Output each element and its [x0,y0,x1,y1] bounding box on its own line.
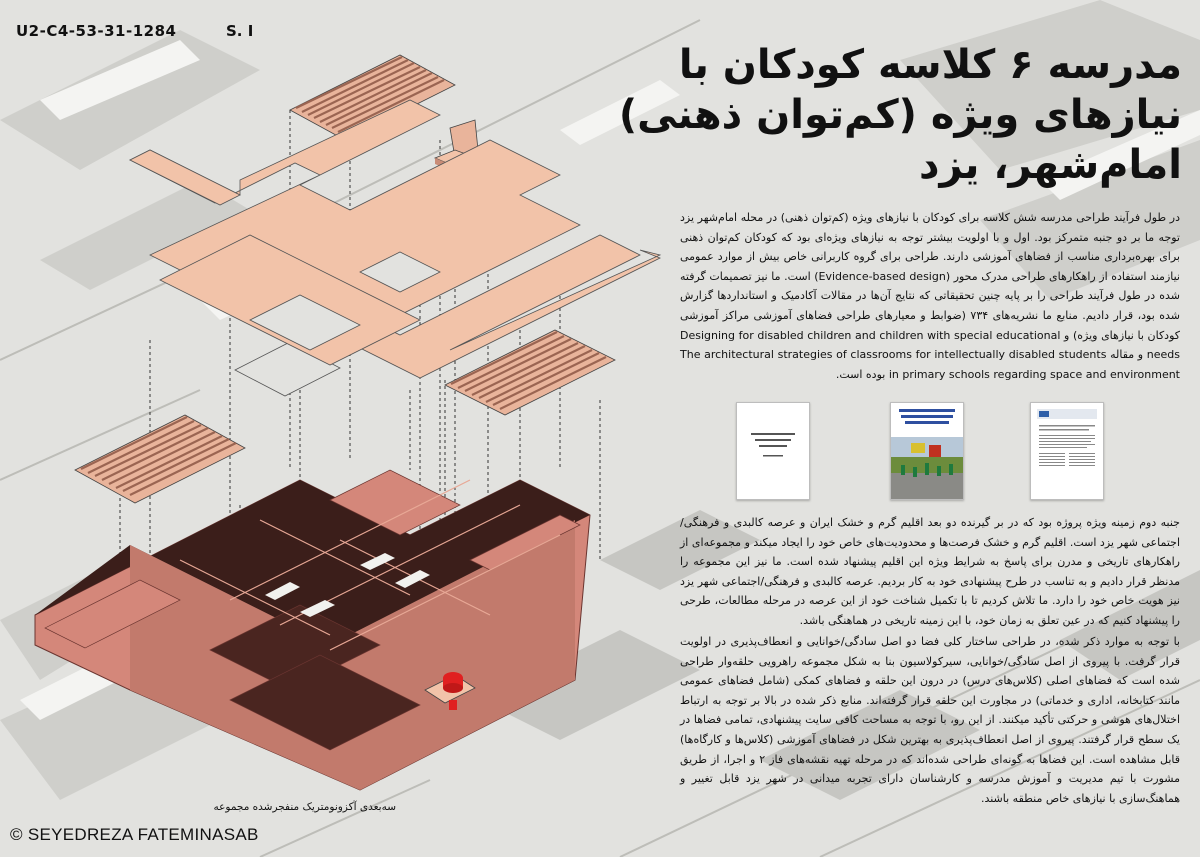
intro-paragraph: در طول فرآیند طراحی مدرسه شش کلاسه برای کودکان با نیازهای ویژه (کم‌توان ذهنی) در محله امام‌شهر یزد توجه ما بر دو جنبه متمرکز بود. اول و با اولویت بیشتر توجه به نیازهای ویژه‌ای بود که کودکان کم‌توان ذهنی برای بهره‌برداری مناسب از فضاهای آموزشی دارند. طراحی برای گروه کاربرانی خاص بیش از موارد عمومی نیازمند استفاده از راهکارهای طراحی مدرک محور (Evidence-based design) است. ما نیز تصمیمات گرفته شده در طول فرآیند طراحی را بر پایه چنین تحقیقاتی که نتایج آن‌ها در مقالات آکادمیک و استانداردها گزارش شده بود، قرار دادیم. منابع ما نشریه‌های ۷۳۴ (ضوابط و معیارهای طراحی فضاهای آموزشی مراکز آموزشی کودکان با نیازهای ویژه) و Designing for disabled children and children with special educational needs و مقاله The architectural strategies of classrooms for intellectually disabled students in primary schools regarding space and environment بوده است. [680,211,1181,381]
copyright-notice: © SEYEDREZA FATEMINASAB [10,825,259,844]
pergola-left [75,415,245,503]
context-paragraph: جنبه دوم زمینه ویژه پروژه بود که در بر گیرنده دو بعد اقلیم گرم و خشک ایران و عرصه کالبدی و فرهنگی/اجتماعی شهر یزد است. اقلیم گرم و خشک فرصت‌ها و محدودیت‌های خاص خود را ایجاد میکند و مجموعه‌ای از راهکارهای تاریخی و مدرن برای پاسخ به شرایط ویژه این اقلیم پیشنهاد شده است. ما نیز این مجموعه را مدنظر قرار دادیم و به تناسب در طرح پیشنهادی خود به کار بردیم. عرصه کالبدی و فرهنگی/اجتماعی شهر یزد نیز هویت خاص خود را دارد. ما تلاش کردیم تا با تکمیل شناخت خود از این عرصه در مرحله مطالعات، طرحی را پیشنهاد کنیم که در عین تعلق به زمان خود، با این زمینه تاریخی در هماهنگی باشد. [680,516,1180,627]
project-code: U2-C4-53-31-1284 [16,22,177,40]
design-paragraph: با توجه به موارد ذکر شده، در طراحی ساختار کلی فضا دو اصل سادگی/خوانایی و انعطاف‌پذیری در اولویت قرار گرفت. با پیروی از اصل سادگی/خوانایی، سیرکولاسیون بنا به شکل مجموعه راهرویی حلقه‌وار طراحی شده است که فضاهای اصلی (کلاس‌های درس) در درون این حلقه و فضاهای کمکی (شامل فضاهای عمومی مانند کتابخانه، اداری و خدماتی) در مجاورت این حلقه قرار گرفته‌اند. منابع ذکر شده در بالا بر توجه به ارتباط اختلال‌های هوشی و حرکتی تأکید میکنند. از این رو، با توجه به مساحت کافی سایت پیشنهادی، تمامی فضاها در یک سطح قرار گرفتند. پیروی از اصل انعطاف‌پذیری به بهترین شکل در فضاهای آموزشی (کلاس‌ها و کارگاه‌ها) قابل مشاهده است. این فضاها به گونه‌ای طراحی شده‌اند که در مرحله تهیه نقشه‌های فاز ۲ و اجرا، از طریق مشورت با تیم مدیریت و آموزش مدرسه و کارشناسان دارای تجربه میدانی در شهر یزد قابل تغییر و هماهنگ‌سازی با نیازهای خاص منطقه باشند. [680,635,1180,805]
building-walls [35,470,590,790]
sheet-number: S. I [226,22,254,40]
book-cover-icon [890,402,964,500]
drawing-caption: سه‌بعدی آکزونومتریک منفجرشده مجموعه [213,801,396,813]
journal-article-icon [1030,402,1104,500]
page-title: مدرسه ۶ کلاسه کودکان با نیازهای ویژه (کم‌توان ذهنی) امام‌شهر، یزد [618,42,1182,188]
report-document-icon [736,402,810,500]
reference-thumbnails [736,402,1168,498]
